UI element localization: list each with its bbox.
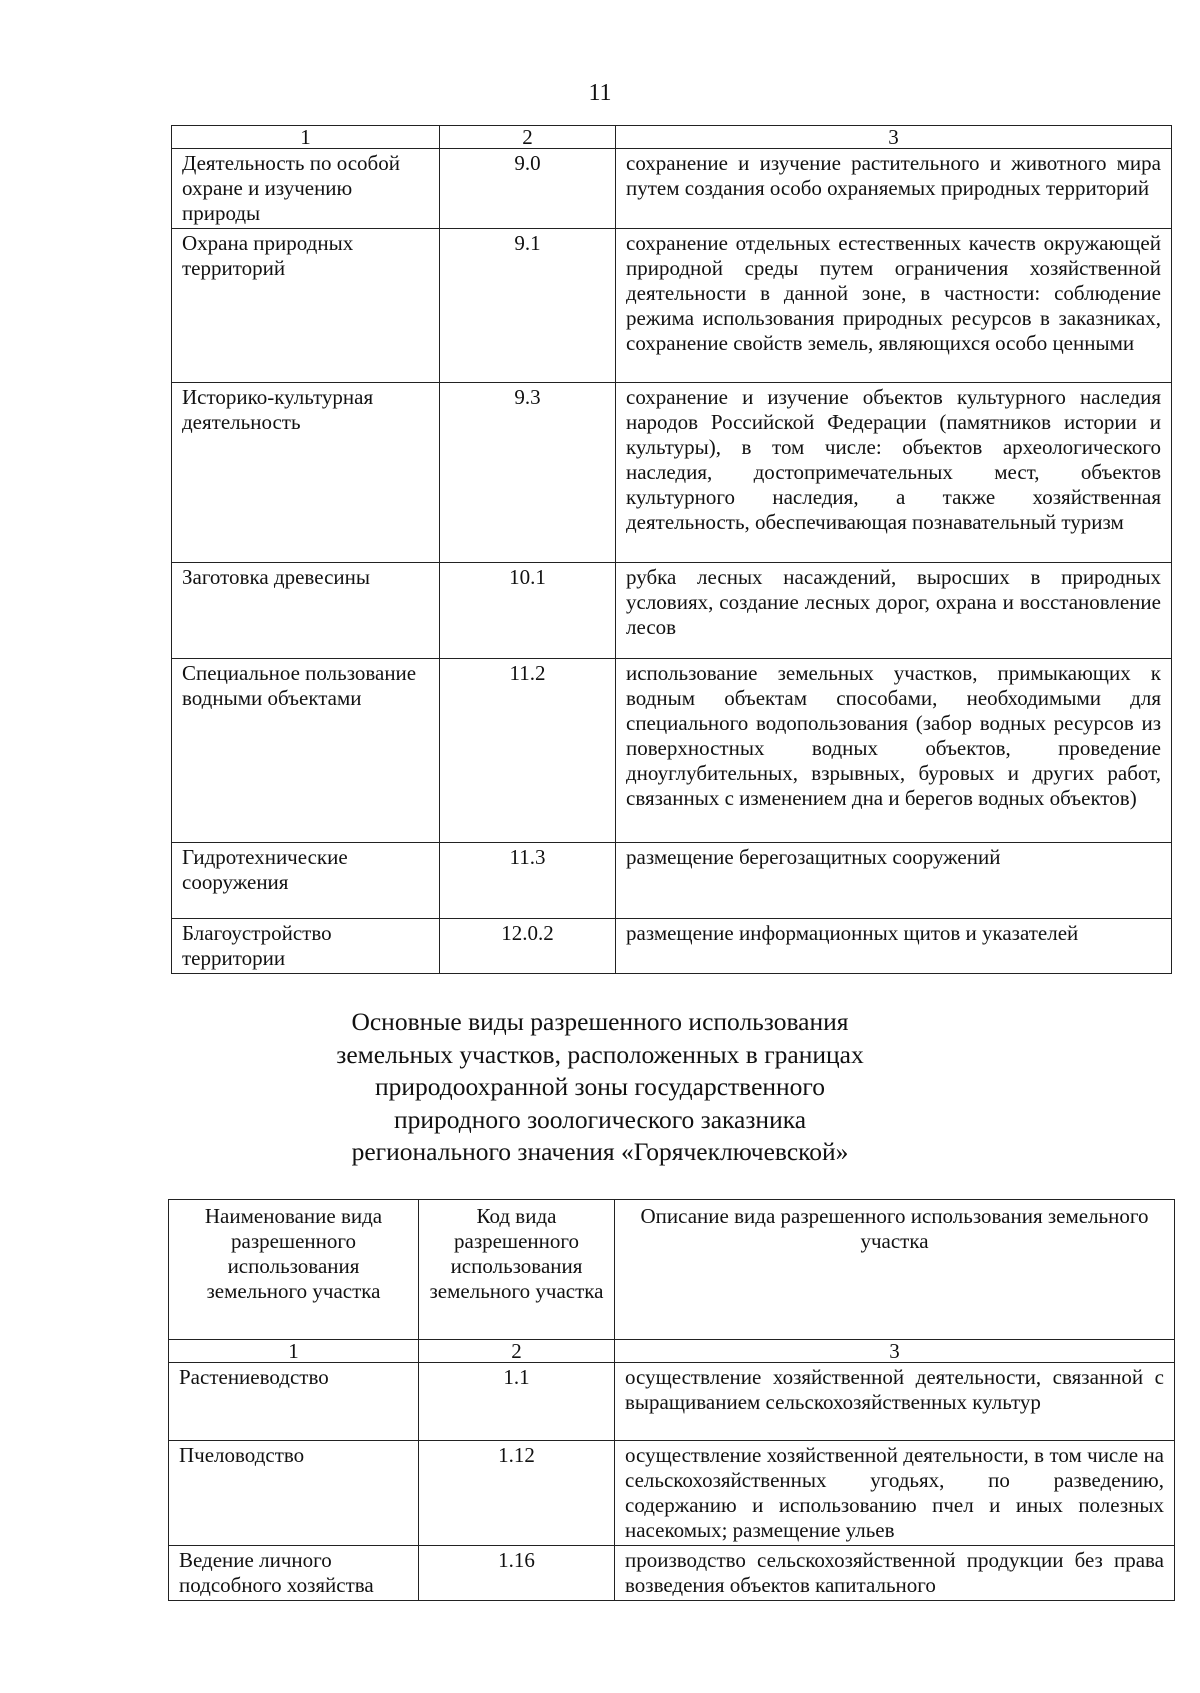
section-heading-line: регионального значения «Горячеключевской» [351, 1137, 849, 1166]
use-type-description: сохранение и изучение объектов культурного наследия народов Российской Федерации (памятников истории и культуры), в том числе: объектов археологического наследия, достопримечательных мест, объектов культурного наследия, а также хозяйственная деятельность, обеспечивающая познавательный туризм [616, 383, 1172, 563]
main-permitted-use-table [168, 1199, 1175, 1601]
use-type-name: Специальное пользование водными объектами [172, 659, 440, 843]
use-type-code: 9.3 [440, 383, 616, 563]
use-type-code: 9.0 [440, 149, 616, 229]
column-number: 3 [615, 1340, 1175, 1363]
section-heading-line: природного зоологического заказника [393, 1104, 807, 1134]
use-type-code: 10.1 [440, 563, 616, 659]
use-type-name: Деятельность по особой охране и изучению природы [172, 149, 440, 229]
use-type-name: Ведение личного подсобного хозяйства [169, 1546, 419, 1601]
permitted-use-table-continued [171, 125, 1172, 974]
table-header-row [169, 1200, 1175, 1340]
table-row [169, 1546, 1175, 1601]
table-row [172, 843, 1172, 919]
use-type-description: размещение информационных щитов и указателей [616, 919, 1172, 974]
use-type-description: осуществление хозяйственной деятельности, связанной с выращиванием сельскохозяйственных культур [615, 1363, 1175, 1441]
table-row [172, 919, 1172, 974]
table-row [172, 659, 1172, 843]
use-type-name: Историко-культурная деятельность [172, 383, 440, 563]
use-type-name: Охрана природных территорий [172, 229, 440, 383]
column-number: 2 [419, 1340, 615, 1363]
use-type-description: сохранение и изучение растительного и животного мира путем создания особо охраняемых природных территорий [616, 149, 1172, 229]
column-number-row [169, 1340, 1175, 1363]
use-type-name: Благоустройство территории [172, 919, 440, 974]
column-number: 1 [172, 126, 440, 149]
use-type-code: 1.12 [419, 1441, 615, 1546]
use-type-name: Пчеловодство [169, 1441, 419, 1546]
section-heading-line: природоохранной зоны государственного [374, 1072, 826, 1101]
column-number: 2 [440, 126, 616, 149]
use-type-name: Растениеводство [169, 1363, 419, 1441]
use-type-code: 1.1 [419, 1363, 615, 1441]
page-number: 11 [588, 80, 612, 106]
use-type-name: Гидротехнические сооружения [172, 843, 440, 919]
use-type-description: осуществление хозяйственной деятельности, в том числе на сельскохозяйственных угодьях, по разведению, содержанию и использованию пчел и иных полезных насекомых; размещение ульев [615, 1441, 1175, 1546]
use-type-code: 11.2 [440, 659, 616, 843]
use-type-code: 1.16 [419, 1546, 615, 1601]
column-number: 1 [169, 1340, 419, 1363]
table-row [172, 383, 1172, 563]
column-number: 3 [616, 126, 1172, 149]
use-type-description: производство сельскохозяйственной продукции без права возведения объектов капитального [615, 1546, 1175, 1601]
table-row [169, 1363, 1175, 1441]
header-use-type-code: Код вида разрешенного использования земельного участка [419, 1200, 615, 1340]
use-type-description: размещение берегозащитных сооружений [616, 843, 1172, 919]
use-type-name: Заготовка древесины [172, 563, 440, 659]
use-type-description: сохранение отдельных естественных качеств окружающей природной среды путем ограничения хозяйственной деятельности в данной зоне, в частности: соблюдение режима использования природных ресурсов в заказниках, сохранение свойств земель, являющихся особо ценными [616, 229, 1172, 383]
use-type-code: 11.3 [440, 843, 616, 919]
use-type-description: рубка лесных насаждений, выросших в природных условиях, создание лесных дорог, охрана и восстановление лесов [616, 563, 1172, 659]
section-heading-line: земельных участков, расположенных в границах [336, 1039, 864, 1069]
use-type-description: использование земельных участков, примыкающих к водным объектам способами, необходимыми для специального водопользования (забор водных ресурсов из поверхностных водных объектов, проведение дноуглубительных, взрывных, буровых и других работ, связанных с изменением дна и берегов водных объектов) [616, 659, 1172, 843]
column-number-row [172, 126, 1172, 149]
header-use-type-name: Наименование вида разрешенного использования земельного участка [169, 1200, 419, 1340]
use-type-code: 9.1 [440, 229, 616, 383]
table-row [172, 149, 1172, 229]
section-heading [0, 1006, 1200, 1169]
header-use-type-description: Описание вида разрешенного использования земельного участка [615, 1200, 1175, 1340]
table-row [169, 1441, 1175, 1546]
use-type-code: 12.0.2 [440, 919, 616, 974]
table-row [172, 229, 1172, 383]
section-heading-line: Основные виды разрешенного использования [351, 1007, 849, 1036]
table-row [172, 563, 1172, 659]
